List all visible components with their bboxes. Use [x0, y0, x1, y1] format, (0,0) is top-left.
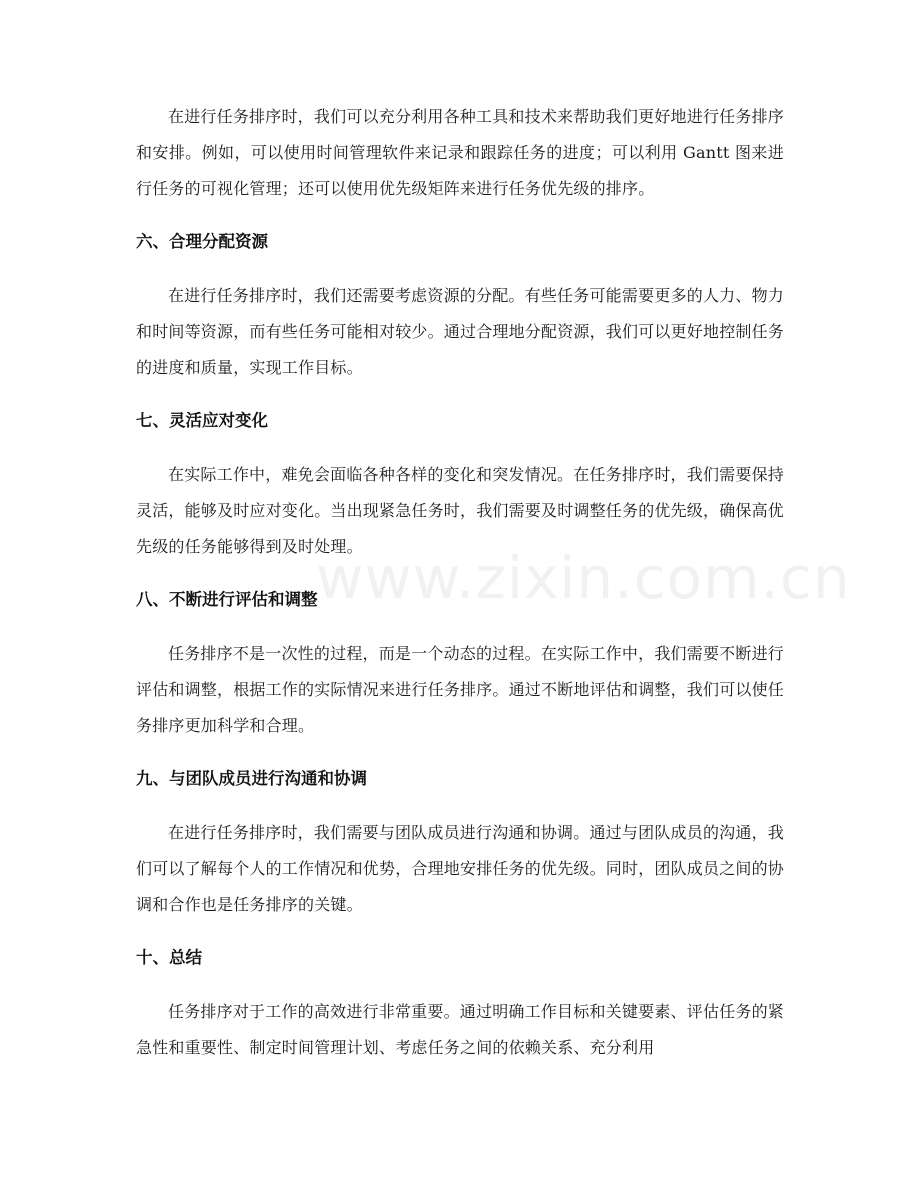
watermark: www.zixin.com.cn	[316, 544, 851, 612]
section-paragraph-9: 在进行任务排序时，我们需要与团队成员进行沟通和协调。通过与团队成员的沟通，我们可以了解每个人的工作情况和优势，合理地安排任务的优先级。同时，团队成员之间的协调和合作也是任务排序的关键。	[136, 823, 785, 914]
section-heading-8: 八、不断进行评估和调整	[136, 590, 318, 609]
intro-paragraph: 在进行任务排序时，我们可以充分利用各种工具和技术来帮助我们更好地进行任务排序和安排。例如，可以使用时间管理软件来记录和跟踪任务的进度；可以利用 Gantt 图来进行任务的可视化管理；还可以使用优先级矩阵来进行任务优先级的排序。	[136, 107, 784, 198]
section-heading-7: 七、灵活应对变化	[136, 411, 268, 430]
section-heading-10: 十、总结	[136, 948, 202, 967]
section-heading-9: 九、与团队成员进行沟通和协调	[136, 769, 367, 788]
section-heading-6: 六、合理分配资源	[136, 232, 268, 251]
section-paragraph-8: 任务排序不是一次性的过程，而是一个动态的过程。在实际工作中，我们需要不断进行评估和调整，根据工作的实际情况来进行任务排序。通过不断地评估和调整，我们可以使任务排序更加科学和合理。	[136, 644, 785, 735]
section-paragraph-10: 任务排序对于工作的高效进行非常重要。通过明确工作目标和关键要素、评估任务的紧急性和重要性、制定时间管理计划、考虑任务之间的依赖关系、充分利用	[136, 1002, 784, 1057]
section-paragraph-7: 在实际工作中，难免会面临各种各样的变化和突发情况。在任务排序时，我们需要保持灵活，能够及时应对变化。当出现紧急任务时，我们需要及时调整任务的优先级，确保高优先级的任务能够得到及时处理。	[136, 465, 785, 556]
section-paragraph-6: 在进行任务排序时，我们还需要考虑资源的分配。有些任务可能需要更多的人力、物力和时间等资源，而有些任务可能相对较少。通过合理地分配资源，我们可以更好地控制任务的进度和质量，实现工作目标。	[136, 286, 785, 377]
document-body	[136, 99, 784, 1066]
